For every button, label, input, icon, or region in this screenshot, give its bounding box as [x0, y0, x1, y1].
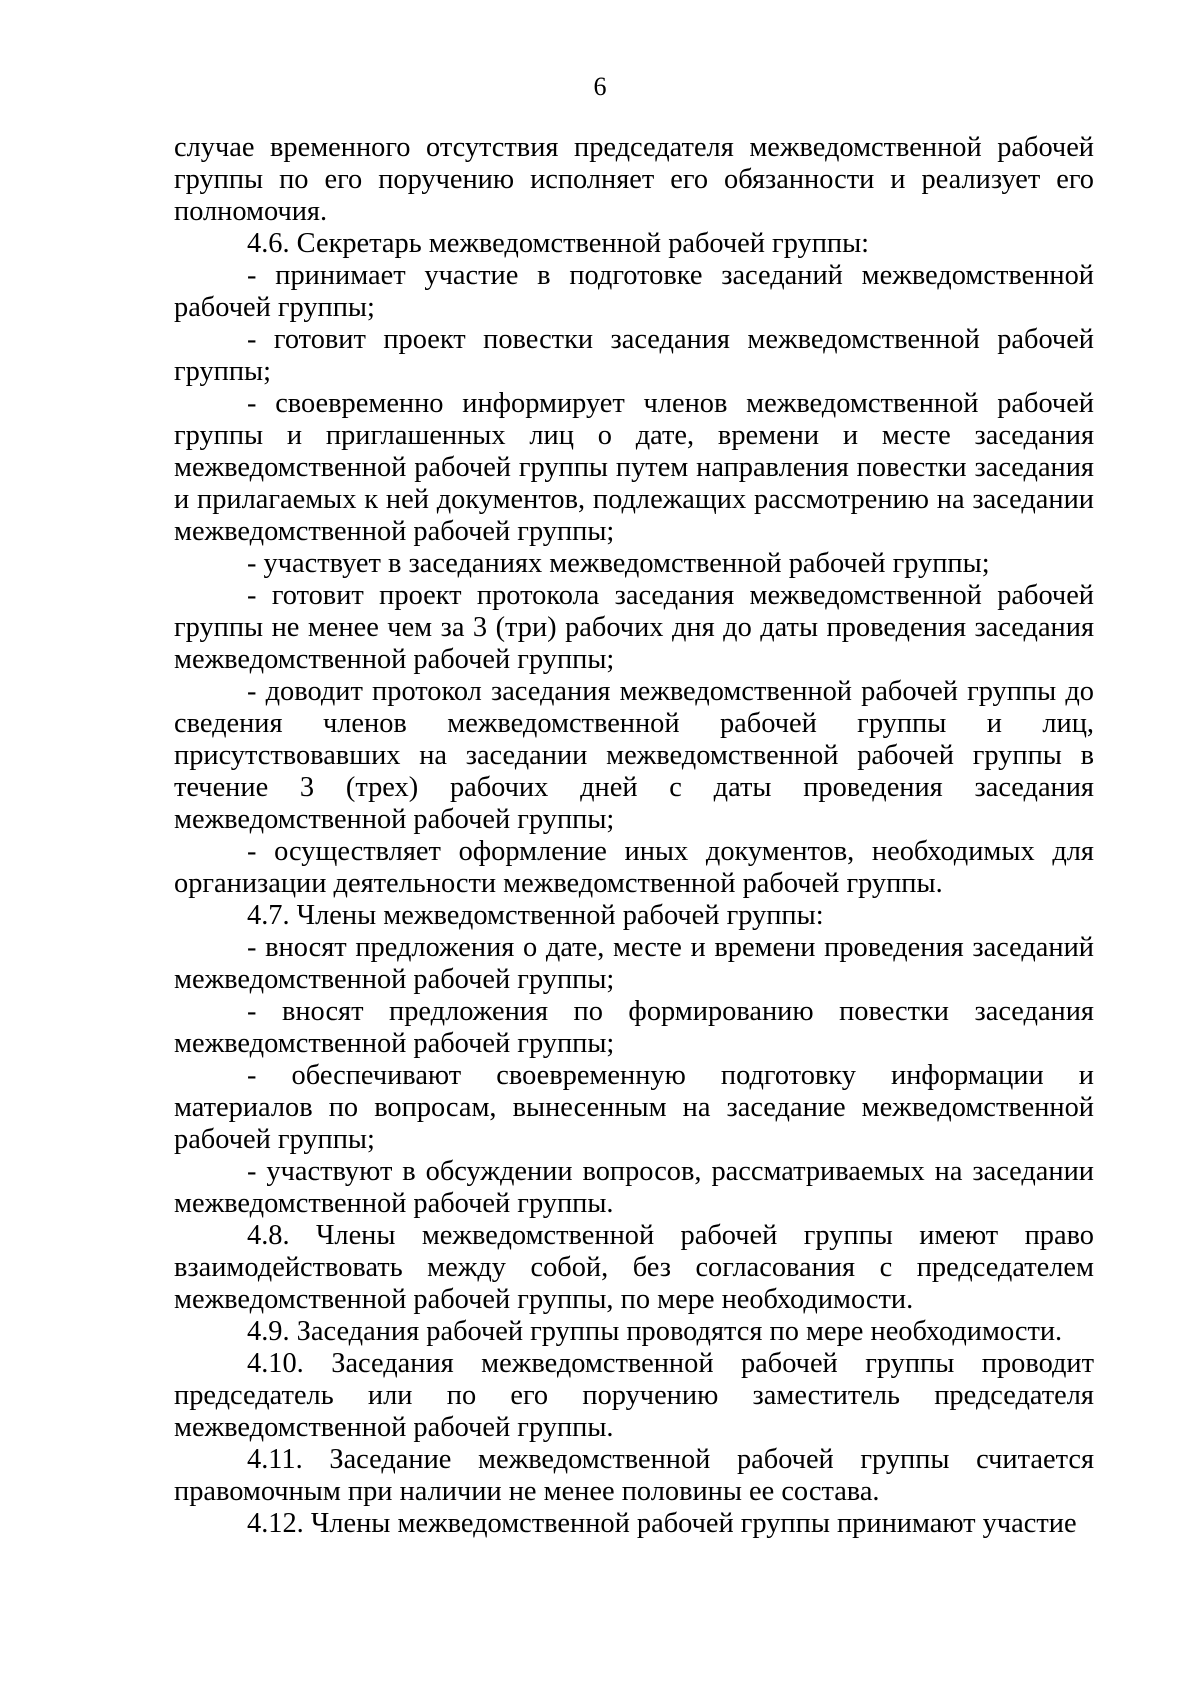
- list-item: - вносят предложения о дате, месте и времени проведения заседаний межведомственной рабочей группы;: [174, 932, 1094, 995]
- list-item: - обеспечивают своевременную подготовку информации и материалов по вопросам, вынесенным на заседание межведомственной рабочей группы;: [174, 1060, 1094, 1155]
- section-heading-4-6: 4.6. Секретарь межведомственной рабочей группы:: [247, 228, 870, 259]
- list-item: - осуществляет оформление иных документов, необходимых для организации деятельности межведомственной рабочей группы.: [174, 836, 1094, 899]
- list-item: - своевременно информирует членов межведомственной рабочей группы и приглашенных лиц о дате, времени и месте заседания межведомственной рабочей группы путем направления повестки заседания и прилагаемых к ней документов, подлежащих рассмотрению на заседании межведомственной рабочей группы;: [174, 388, 1094, 547]
- paragraph: случае временного отсутствия председателя межведомственной рабочей группы по его поручению исполняет его обязанности и реализует его полномочия.: [174, 132, 1094, 227]
- section-4-9: 4.9. Заседания рабочей группы проводятся по мере необходимости.: [247, 1316, 1063, 1347]
- section-4-11: 4.11. Заседание межведомственной рабочей группы считается правомочным при наличии не менее половины ее состава.: [174, 1444, 1094, 1507]
- list-item: - готовит проект повестки заседания межведомственной рабочей группы;: [174, 324, 1094, 387]
- section-heading-4-7: 4.7. Члены межведомственной рабочей группы:: [247, 900, 824, 931]
- section-4-8: 4.8. Члены межведомственной рабочей группы имеют право взаимодействовать между собой, без согласования с председателем межведомственной рабочей группы, по мере необходимости.: [174, 1220, 1094, 1315]
- document-body: [174, 132, 1094, 1540]
- section-4-12: 4.12. Члены межведомственной рабочей группы принимают участие: [247, 1508, 1077, 1539]
- list-item: - участвует в заседаниях межведомственной рабочей группы;: [247, 548, 990, 579]
- page-number: 6: [593, 72, 607, 101]
- list-item: - участвуют в обсуждении вопросов, рассматриваемых на заседании межведомственной рабочей группы.: [174, 1156, 1094, 1219]
- list-item: - вносят предложения по формированию повестки заседания межведомственной рабочей группы;: [174, 996, 1094, 1059]
- list-item: - принимает участие в подготовке заседаний межведомственной рабочей группы;: [174, 260, 1094, 323]
- section-4-10: 4.10. Заседания межведомственной рабочей группы проводит председатель или по его поручению заместитель председателя межведомственной рабочей группы.: [174, 1348, 1094, 1443]
- list-item: - доводит протокол заседания межведомственной рабочей группы до сведения членов межведомственной рабочей группы и лиц, присутствовавших на заседании межведомственной рабочей группы в течение 3 (трех) рабочих дней с даты проведения заседания межведомственной рабочей группы;: [174, 676, 1094, 835]
- list-item: - готовит проект протокола заседания межведомственной рабочей группы не менее чем за 3 (три) рабочих дня до даты проведения заседания межведомственной рабочей группы;: [174, 580, 1094, 675]
